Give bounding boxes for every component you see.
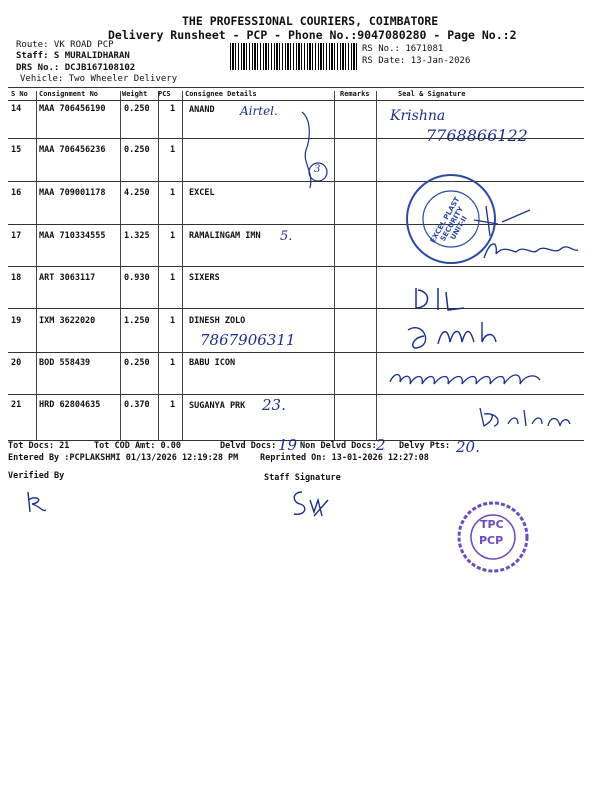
- row-weight: 0.250: [124, 358, 150, 368]
- row-consignment: MAA 709001178: [39, 188, 106, 198]
- row-sno: 19: [11, 316, 22, 326]
- delivered-docs-label: Delvd Docs:: [220, 441, 277, 451]
- signature-row18: [412, 284, 472, 314]
- row-consignee: SIXERS: [189, 273, 220, 283]
- vehicle: Vehicle: Two Wheeler Delivery: [20, 74, 178, 84]
- row-pcs: 1: [170, 273, 176, 283]
- row-pcs: 1: [170, 104, 176, 114]
- seal-text: EXCEL PLAST SECURITY UNIT-II: [428, 195, 469, 245]
- row-pcs: 1: [170, 358, 176, 368]
- row-consignment: IXM 3622020: [39, 316, 96, 326]
- non-delivered-docs-count: 2: [376, 436, 386, 454]
- signature-row20: [386, 366, 546, 394]
- row-weight: 0.250: [124, 104, 150, 114]
- row-sno: 20: [11, 358, 22, 368]
- handwritten-airtel: Airtel.: [240, 104, 278, 118]
- row-consignee: BABU ICON: [189, 358, 236, 368]
- row-consignment: MAA 706456190: [39, 104, 106, 114]
- row-divider: [8, 266, 584, 267]
- stamp-line-tpc: TPC: [480, 518, 504, 531]
- rs-number: RS No.: 1671081: [362, 44, 444, 54]
- row-consignment: MAA 710334555: [39, 231, 106, 241]
- row-consignment: HRD 62804635: [39, 400, 101, 410]
- staff-signature: [288, 486, 332, 526]
- row-consignee: EXCEL: [189, 188, 215, 198]
- row-divider: [8, 308, 584, 309]
- handwritten-bracket: [296, 110, 336, 190]
- rs-date: RS Date: 13-Jan-2026: [362, 56, 471, 66]
- row-weight: 0.930: [124, 273, 150, 283]
- col-header-sno: S No: [11, 90, 28, 98]
- row-consignment: MAA 706456236: [39, 145, 106, 155]
- verified-by-label: Verified By: [8, 471, 65, 481]
- non-delivered-docs-label: Non Delvd Docs:: [300, 441, 377, 451]
- signature-row14-name: Krishna: [390, 108, 446, 124]
- row-sno: 16: [11, 188, 22, 198]
- row-consignee: SUGANYA PRK: [189, 401, 246, 411]
- company-name: THE PROFESSIONAL COURIERS, COIMBATORE: [182, 14, 439, 28]
- total-cod-amount: Tot COD Amt: 0.00: [94, 441, 181, 451]
- table-top-border: [8, 87, 584, 88]
- row-weight: 1.325: [124, 231, 150, 241]
- row-sno: 18: [11, 273, 22, 283]
- runsheet-title: Delivery Runsheet - PCP - Phone No.:9047080280 - Page No.:2: [108, 28, 517, 42]
- drs-number: DRS No.: DCJB167108102: [16, 63, 136, 73]
- table-header-border: [8, 100, 584, 101]
- row-sno: 15: [11, 145, 22, 155]
- seal-overwrite-mark: [470, 200, 540, 240]
- row-weight: 0.250: [124, 145, 150, 155]
- handwritten-phone-row19: 7867906311: [200, 331, 296, 349]
- row-pcs: 1: [170, 188, 176, 198]
- handwritten-note-row17: 5.: [280, 229, 293, 244]
- signature-row14-phone: 7768866122: [426, 126, 528, 145]
- col-header-seal: Seal & Signature: [398, 90, 466, 98]
- handwritten-note-row21: 23.: [262, 396, 286, 414]
- staff-signature-label: Staff Signature: [264, 473, 341, 483]
- staff: Staff: S MURALIDHARAN: [16, 51, 130, 61]
- row-divider: [8, 394, 584, 395]
- total-docs: Tot Docs: 21: [8, 441, 70, 451]
- delivered-docs-count: 19: [278, 436, 298, 454]
- col-header-consignment: Consignment No: [39, 90, 99, 98]
- row-weight: 0.370: [124, 400, 150, 410]
- row-consignee: DINESH ZOLO: [189, 316, 246, 326]
- row-pcs: 1: [170, 231, 176, 241]
- row-pcs: 1: [170, 145, 176, 155]
- route: Route: VK ROAD PCP: [16, 40, 114, 50]
- signature-row21: [474, 402, 574, 432]
- row-sno: 14: [11, 104, 22, 114]
- reprinted-on: Reprinted On: 13-01-2026 12:27:08: [260, 453, 429, 463]
- col-header-remarks: Remarks: [340, 90, 370, 98]
- tpc-pcp-stamp: [456, 500, 530, 574]
- row-weight: 4.250: [124, 188, 150, 198]
- row-sno: 17: [11, 231, 22, 241]
- row-consignee: RAMALINGAM IMN: [189, 231, 261, 241]
- delivery-points-count: 20.: [456, 438, 480, 456]
- row-pcs: 1: [170, 316, 176, 326]
- row-weight: 1.250: [124, 316, 150, 326]
- row-pcs: 1: [170, 400, 176, 410]
- barcode: [230, 43, 358, 70]
- handwritten-circle-number: 3: [314, 164, 321, 175]
- row-consignment: BOD 558439: [39, 358, 91, 368]
- entered-by: Entered By :PCPLAKSHMI 01/13/2026 12:19:28 PM: [8, 453, 239, 463]
- row-sno: 21: [11, 400, 22, 410]
- col-header-weight: Weight: [122, 90, 148, 98]
- signature-row19: [404, 318, 524, 354]
- verified-signature: [20, 486, 50, 516]
- stamp-line-pcp: PCP: [479, 534, 504, 547]
- row-consignee: ANAND: [189, 105, 215, 115]
- row-consignment: ART 3063117: [39, 273, 96, 283]
- col-header-consignee: Consignee Details: [185, 90, 257, 98]
- delivery-points-label: Delvy Pts:: [399, 441, 451, 451]
- col-header-pcs: PCS: [158, 90, 171, 98]
